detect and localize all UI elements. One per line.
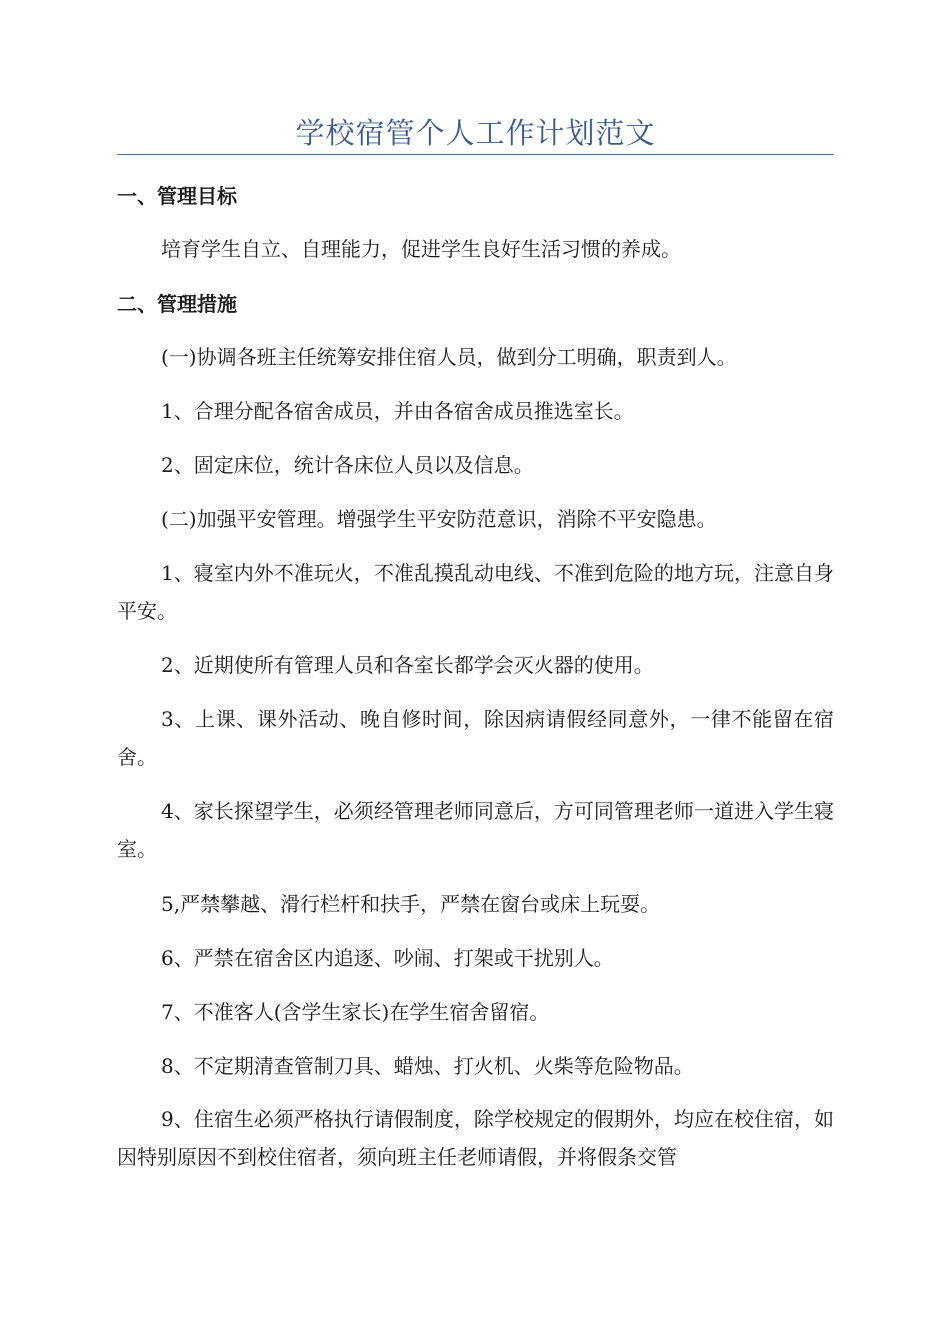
paragraph-measure-1-2: 2、固定床位，统计各床位人员以及信息。: [161, 453, 534, 477]
document-title: 学校宿管个人工作计划范文: [295, 116, 656, 150]
paragraph-measure-2-4: 4、家长探望学生，必须经管理老师同意后，方可同管理老师一道进入学生寝室。: [117, 799, 834, 861]
paragraph-measure-2-2: 2、近期使所有管理人员和各室长都学会灭火器的使用。: [161, 653, 654, 677]
paragraph-measure-2-1: 1、寝室内外不准玩火，不准乱摸乱动电线、不准到危险的地方玩，注意自身平安。: [117, 561, 834, 623]
paragraph-measure-2-9: 9、住宿生必须严格执行请假制度，除学校规定的假期外，均应在校住宿，如因特别原因不到校住宿者，须向班主任老师请假，并将假条交管: [117, 1107, 834, 1169]
paragraph-measure-1: (一)协调各班主任统筹安排住宿人员，做到分工明确，职责到人。: [161, 345, 737, 369]
title-underline: [117, 154, 834, 155]
paragraph-measure-2: (二)加强平安管理。增强学生平安防范意识，消除不平安隐患。: [161, 507, 717, 531]
paragraph-measure-2-7: 7、不准客人(含学生家长)在学生宿舍留宿。: [161, 1000, 550, 1024]
paragraph-measure-2-3: 3、上课、课外活动、晚自修时间，除因病请假经同意外，一律不能留在宿舍。: [117, 707, 834, 769]
section-heading-measures: 二、管理措施: [117, 292, 237, 316]
paragraph-measure-2-5: 5,严禁攀越、滑行栏杆和扶手，严禁在窗台或床上玩耍。: [161, 892, 661, 916]
paragraph-measure-2-8: 8、不定期清查管制刀具、蜡烛、打火机、火柴等危险物品。: [161, 1054, 694, 1078]
paragraph-measure-2-6: 6、严禁在宿舍区内追逐、吵闹、打架或干扰别人。: [161, 946, 614, 970]
section-heading-goals: 一、管理目标: [117, 184, 237, 208]
paragraph-goals: 培育学生自立、自理能力，促进学生良好生活习惯的养成。: [161, 237, 681, 261]
paragraph-measure-1-1: 1、合理分配各宿舍成员，并由各宿舍成员推选室长。: [161, 399, 634, 423]
